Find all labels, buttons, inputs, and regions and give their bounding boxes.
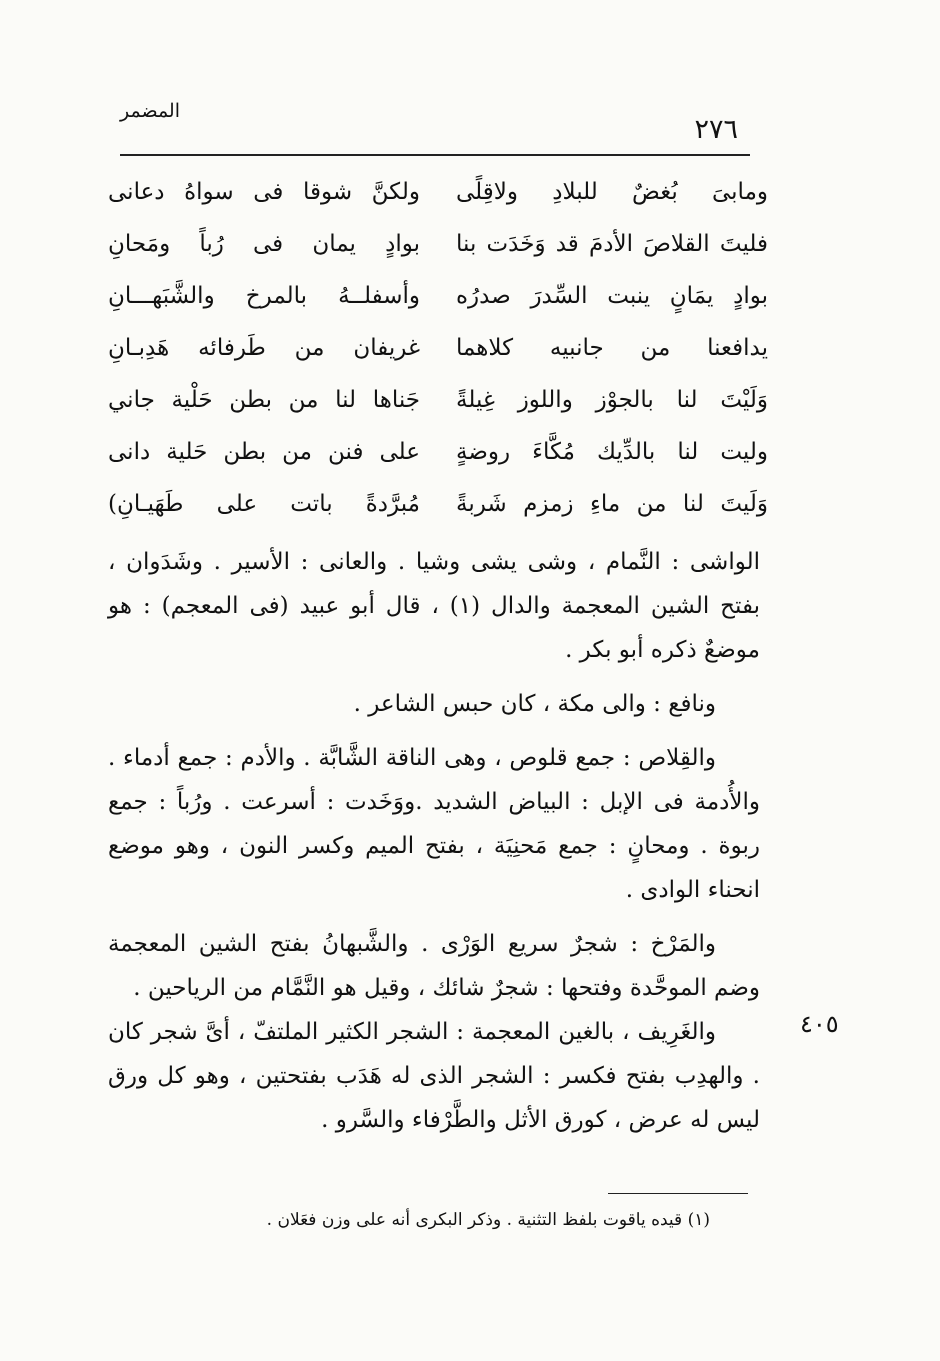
verse-row bbox=[108, 374, 768, 426]
verse-first-hemistich: فليتَ القلاصَ الأدمَ قد وَخَدَت بنا bbox=[456, 231, 768, 257]
verse-row bbox=[108, 478, 768, 530]
page-number: ٢٧٦ bbox=[694, 114, 738, 145]
verse-first-hemistich: يدافعنا من جانبيه كلاهما bbox=[456, 335, 768, 361]
verse-second-hemistich: ولكنَّ شوقا فى سواهُ دعانى bbox=[108, 179, 420, 205]
poem-verses bbox=[108, 166, 768, 530]
verse-row bbox=[108, 270, 768, 322]
margin-reference-number: ٤٠٥ bbox=[800, 1010, 839, 1038]
commentary-paragraph: والغَرِيف ، بالغين المعجمة : الشجر الكثير الملتفّ ، أىَّ شجر كان . والهدِب بفتح فكسر : الشجر الذى له هَدَب بفتحتين ، وهو كل ورق ليس له عرض ، كورق الأثل والطَّرْفاء والسَّرو . bbox=[108, 1019, 760, 1133]
verse-first-hemistich: وليت لنا بالدِّيك مُكَّاءَ روضةٍ bbox=[456, 439, 768, 465]
commentary-paragraph: والمَرْخ : شجرٌ سريع الوَرْى . والشَّبهانُ بفتح الشين المعجمة وضم الموحَّدة وفتحها : شجرٌ شائك ، وقيل هو النَّمَّام من الرياحين . bbox=[108, 931, 760, 1001]
verse-second-hemistich: مُبرَّدةً باتت على طَهَيـانِ) bbox=[108, 491, 420, 517]
verse-row bbox=[108, 322, 768, 374]
verse-second-hemistich: غريفان من طَرفائه هَدِبـانِ bbox=[108, 335, 420, 361]
commentary-paragraph: ونافع : والى مكة ، كان حبس الشاعر . bbox=[353, 691, 716, 717]
verse-first-hemistich: وَلَيْتَ لنا بالجوْز واللوز غِيلةً bbox=[456, 387, 768, 413]
verse-second-hemistich: على فنن من بطن حَلية دانى bbox=[108, 439, 420, 465]
verse-row bbox=[108, 218, 768, 270]
footnote: (١) قيده ياقوت بلفظ التثنية . وذكر البكرى أنه على وزن فعَلان . bbox=[266, 1210, 710, 1230]
verse-second-hemistich: وأسفلــهُ بالمرخ والشَّبَهـــانِ bbox=[108, 283, 420, 309]
verse-row bbox=[108, 426, 768, 478]
verse-row bbox=[108, 166, 768, 218]
verse-first-hemistich: ومابىَ بُغضٌ للبلادِ ولاقِلًى bbox=[456, 179, 768, 205]
verse-second-hemistich: جَناها لنا من بطن حَلْية جاني bbox=[108, 387, 420, 413]
footnote-rule bbox=[608, 1193, 748, 1194]
commentary-paragraph: والقِلاص : جمع قلوص ، وهى الناقة الشَّابَّة . والأدم : جمع أدماء . والأُدمة فى الإبل : البياض الشديد .ووَخَدت : أسرعت . ورُباً : جمع ربوة . ومحانٍ : جمع مَحنِيَة ، بفتح الميم وكسر النون ، وهو موضع انحناء الوادى . bbox=[108, 745, 760, 903]
page-header bbox=[120, 100, 750, 150]
commentary-paragraph: الواشى : النَّمام ، وشى يشى وشيا . والعانى : الأسير . وشَدَوان ، بفتح الشين المعجمة والدال (١) ، قال أبو عبيد (فى المعجم) : هو موضعٌ ذكره أبو بكر . bbox=[108, 549, 760, 663]
running-title: المضمر bbox=[120, 100, 180, 122]
header-rule bbox=[120, 154, 750, 156]
commentary bbox=[108, 540, 760, 1142]
verse-first-hemistich: بوادٍ يمَانٍ ينبت السِّدرَ صدرُه bbox=[456, 283, 768, 309]
verse-second-hemistich: بوادٍ يمان فى رُباً ومَحانِ bbox=[108, 231, 420, 257]
verse-first-hemistich: وَلَيتَ لنا من ماءِ زمزم شَربةً bbox=[456, 491, 768, 517]
